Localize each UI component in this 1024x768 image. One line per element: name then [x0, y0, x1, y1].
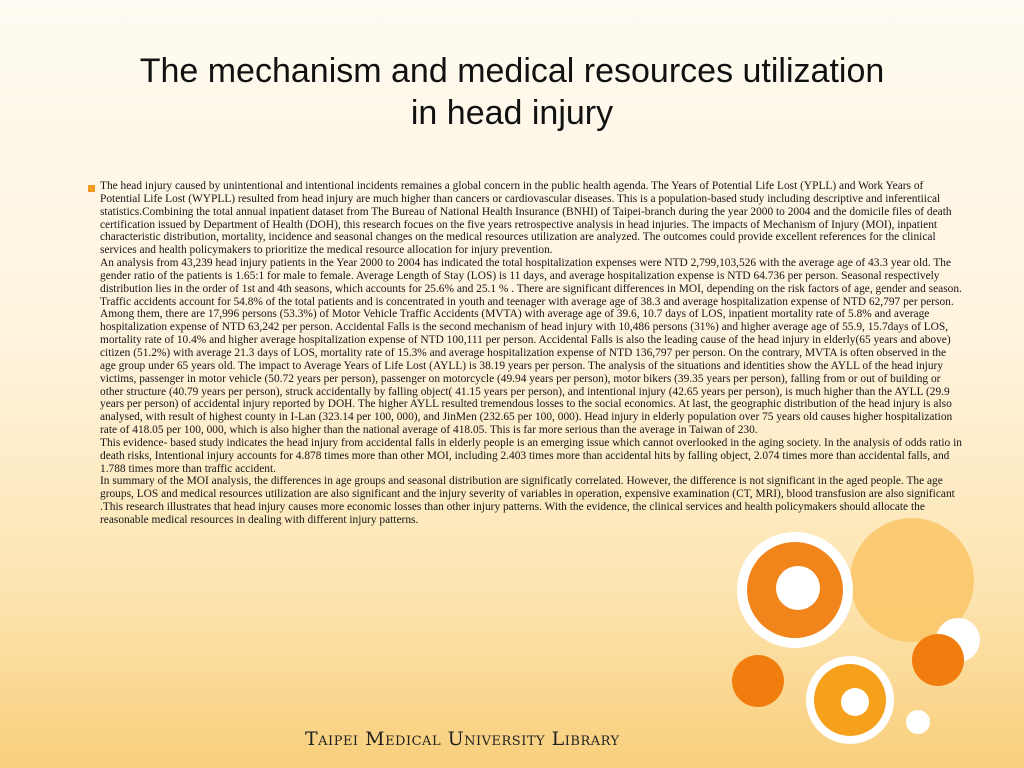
- slide-title-line-2: in head injury: [410, 94, 614, 132]
- circle-orange-small-right: [912, 634, 964, 686]
- circle-white-inner-bottom: [841, 688, 869, 716]
- paragraph-summary: In summary of the MOI analysis, the differences in age groups and seasonal distribution are significatly correlated. However, the difference is not significant in the aged people. The age groups, LOS and medical resources utilization are also significant and the injury severity of variables in operation, expensive examination (CT, MRI), blood transfusion are also significant .This research illustrates that head injury causes more economic losses than other injury patterns. With the evidence, the clinical services and health policymakers should allocate the reasonable medical resources in dealing with different injury patterns.: [100, 475, 955, 526]
- body-text: [100, 180, 962, 527]
- paragraph-intro: The head injury caused by unintentional and intentional incidents remaines a global concern in the public health agenda. The Years of Potential Life Lost (YPLL) and Work Years of Potential Life Lost (WYPLL) resulted from head injury are much higher than cancers or cardiovascular diseases. This is a population-based study including descriptive and inferentiical statistics.Combining the total annual inpatient dataset from The Bureau of National Health Insurance (BNHI) of Taipei-branch during the year 2000 to 2004 and the domicile files of death certification issued by Department of Health (DOH), this research focues on the five years retrospective analysis in head injuries. The impacts of Mechanism of Injury (MOI), inpatient characteristic distribution, mortality, incidence and seasonal changes on the medical resources utilization are analyzed. The outcomes could provide excellent references for the clinical services and health policymakers to prioritize the medical resource allocation for injury prevention.: [100, 180, 952, 257]
- paragraph-evidence: This evidence- based study indicates the head injury from accidental falls in elderly people is an emerging issue which cannot overlooked in the aging society. In the analysis of odds ratio in death risks, Intentional injury accounts for 4.878 times more than other MOI, including 2.403 times more than accidental hits by falling object, 2.074 times more than accidental falls, and 1.788 times more than traffic accident.: [100, 436, 962, 475]
- paragraph-analysis: An analysis from 43,239 head injury patients in the Year 2000 to 2004 has indicated the total hospitalization expenses were NTD 2,799,103,526 with the average age of 43.3 year old. The gender ratio of the patients is 1.65:1 for male to female. Average Length of Stay (LOS) is 11 days, and average hospitalization expense is NTD 64.736 per person. Seasonal respectively distribution lies in the order of 1st and 4th seasons, which accounts for 25.6% and 25.1 % . There are significant differences in MOI, depending on the risk factors of age, gender and season. Traffic accidents account for 54.8% of the total patients and is concentrated in youth and teenager with average age of 38.3 and average hospitalization expense of NTD 62,797 per person. Among them, there are 17,996 persons (53.3%) of Motor Vehicle Traffic Accidents (MVTA) with average age of 39.6, 10.7 days of LOS, inpatient mortality rate of 5.8% and average hospitalization expense of NTD 63,242 per person. Accidental Falls is the second mechanism of head injury with 10,486 persons (31%) and higher average age of 55.9, 15.7days of LOS, mortality rate of 10.4% and higher average hospitalization expense of NTD 100,111 per person. Accidental Falls is also the leading cause of the head injury in elderly(65 years and above) citizen (51.2%) with average 21.3 days of LOS, mortality rate of 15.3% and average hospitalization expense of NTD 136,797 per person. On the contrary, MVTA is often observed in the age group under 65 years old. The impact to Average Years of Life Lost (AYLL) is 38.19 years per person. The analysis of the situations and identities show the AYLL of the head injury victims, passenger in motor vehicle (50.72 years per person), passenger on motorcycle (49.94 years per person), motor bikers (39.35 years per person), falling from or out of building or other structure (40.79 years per person), struck accidentally by falling object( 41.15 years per person), and intentional injury (42.65 years per person), is much higher than the AYLL (29.9 years per person) of accidental injury reported by DOH. The higher AYLL resulted tremendous losses to the social economics. At last, the geographic distribution of the head injury is also analysed, with result of highest county in I-Lan (323.14 per 100, 000), and JinMen (232.65 per 100, 000). Head injury in elderly population over 75 years old causes higher hospitalization rate of 418.05 per 100, 000, which is also higher than the national average of 418.05. This is far more serious than the average in Taiwan of 230.: [100, 257, 962, 437]
- circle-white-dot: [906, 710, 930, 734]
- footer-library-name: Taipei Medical University Library: [305, 728, 620, 750]
- circle-white-inner: [776, 566, 820, 610]
- circle-orange-left: [732, 655, 784, 707]
- slide-title-line-1: The mechanism and medical resources utilization: [139, 52, 885, 90]
